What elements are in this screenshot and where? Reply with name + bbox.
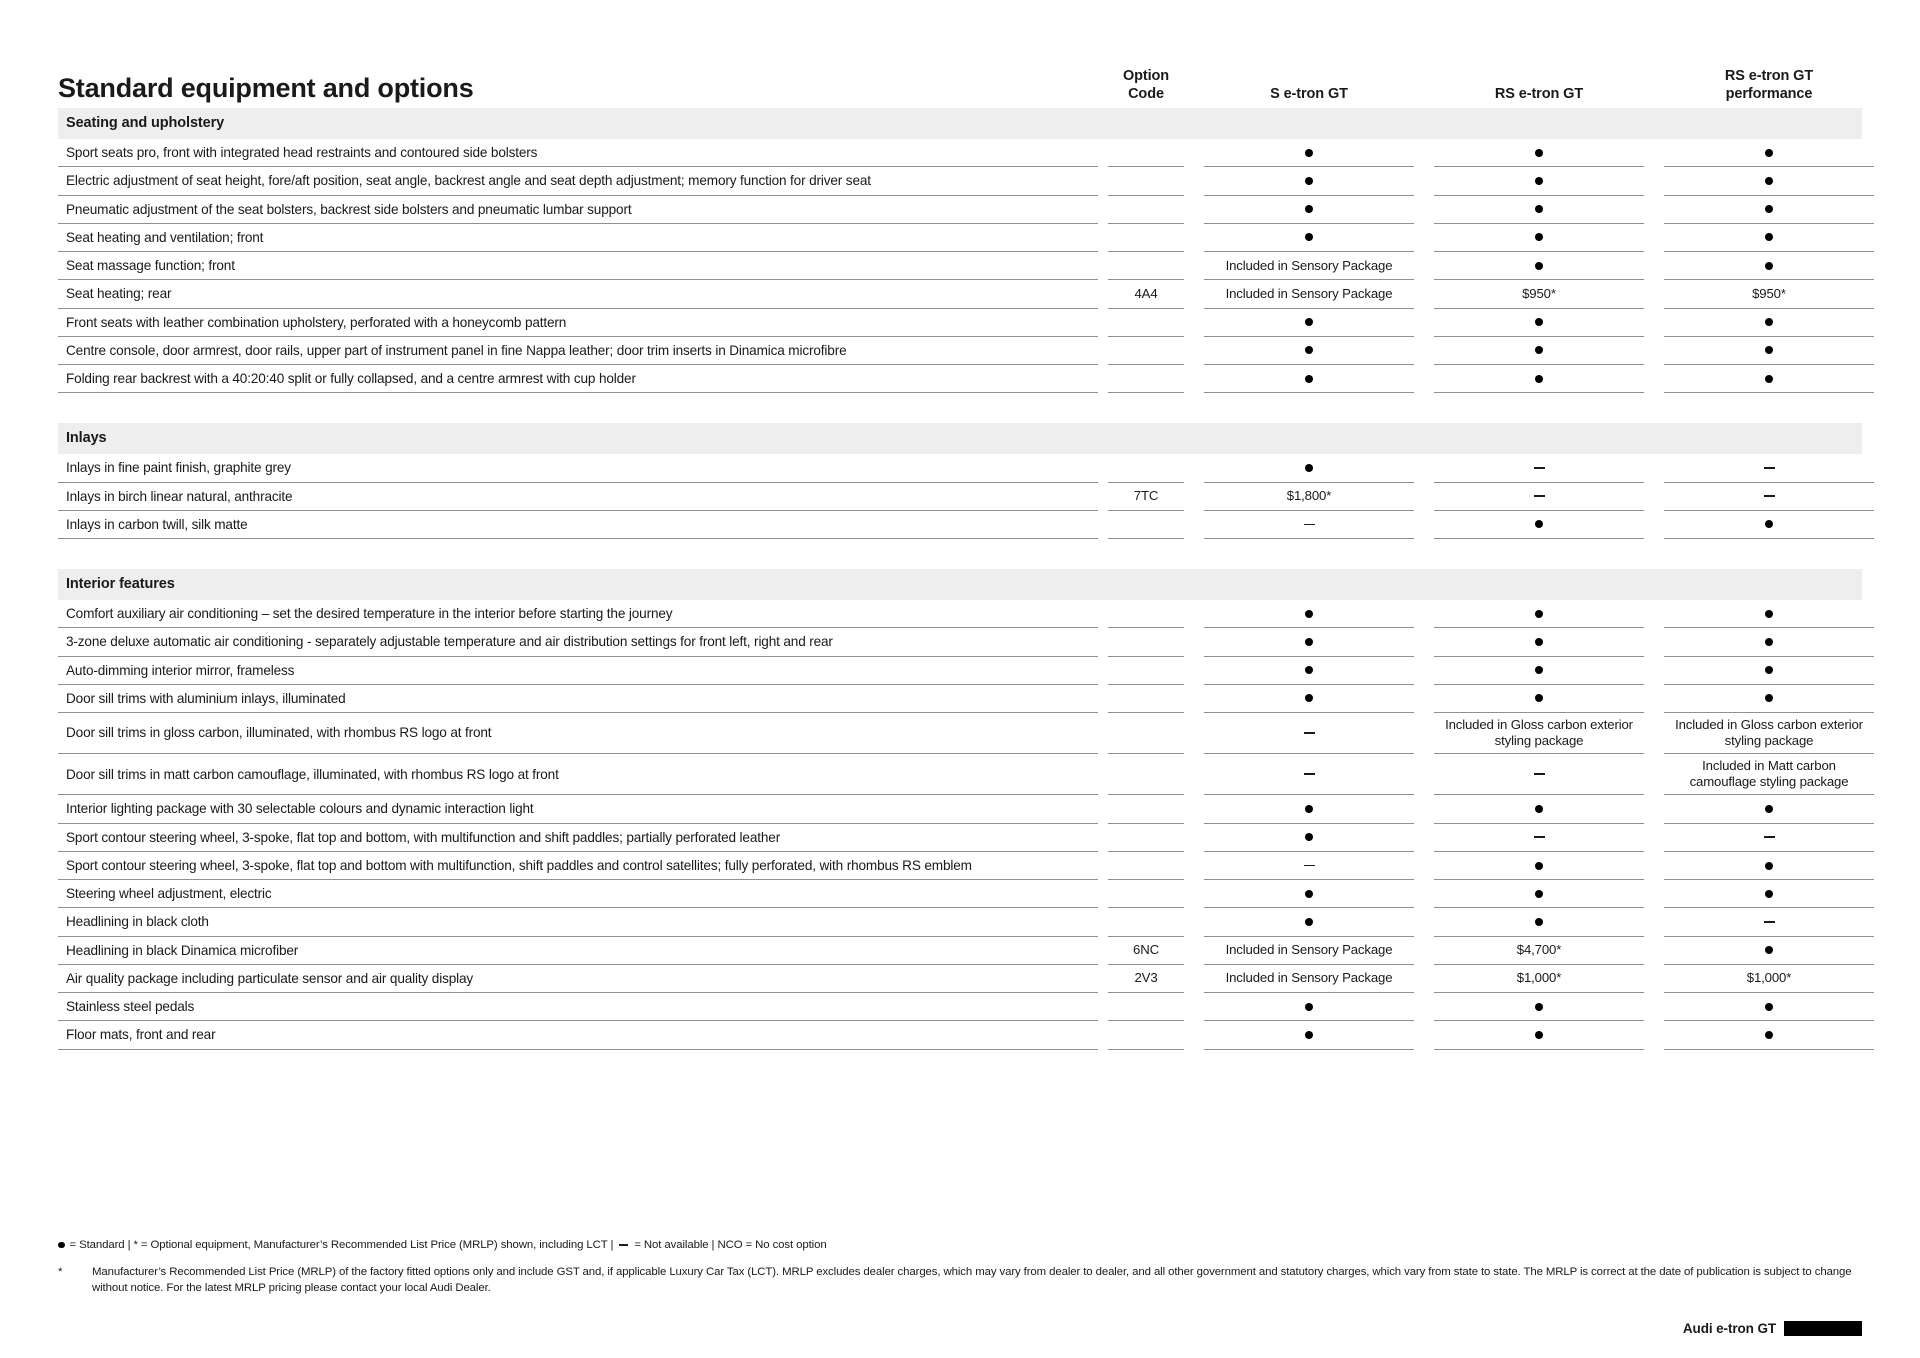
table-row [58, 657, 1862, 685]
feature-label: Auto-dimming interior mirror, frameless [58, 657, 1098, 685]
option-code-cell [1108, 628, 1184, 656]
cell-value-text: Included in Sensory Package [1225, 257, 1393, 273]
value-cell-rs-etron-gt-performance [1664, 993, 1874, 1021]
table-row [58, 483, 1862, 511]
feature-label: Door sill trims with aluminium inlays, illuminated [58, 685, 1098, 713]
feature-label: Air quality package including particulate sensor and air quality display [58, 965, 1098, 993]
table-row [58, 280, 1862, 308]
value-cell-s-etron-gt [1204, 993, 1414, 1021]
standard-dot-icon [1765, 666, 1773, 674]
not-available-dash-icon [1304, 732, 1315, 734]
standard-dot-icon [1765, 946, 1773, 954]
standard-dot-icon [1305, 694, 1313, 702]
section-spacer [58, 393, 1862, 423]
standard-dot-icon [1305, 890, 1313, 898]
value-cell-rs-etron-gt-performance [1664, 795, 1874, 823]
value-cell-rs-etron-gt [1434, 600, 1644, 628]
cell-value-text: $950* [1522, 285, 1556, 301]
not-available-dash-icon [1764, 921, 1775, 923]
value-cell-rs-etron-gt-performance [1664, 908, 1874, 936]
value-cell-rs-etron-gt [1434, 196, 1644, 224]
value-cell-s-etron-gt [1204, 754, 1414, 795]
value-cell-rs-etron-gt [1434, 139, 1644, 167]
table-row [58, 852, 1862, 880]
value-cell-rs-etron-gt-performance [1664, 139, 1874, 167]
not-available-dash-icon [1304, 524, 1315, 526]
value-cell-rs-etron-gt-performance [1664, 937, 1874, 965]
value-cell-rs-etron-gt-performance [1664, 685, 1874, 713]
value-cell-s-etron-gt [1204, 224, 1414, 252]
brand-block-mark [1784, 1321, 1862, 1336]
value-cell-rs-etron-gt [1434, 309, 1644, 337]
standard-dot-icon [1305, 1031, 1313, 1039]
value-cell-s-etron-gt [1204, 511, 1414, 539]
standard-dot-icon [1305, 233, 1313, 241]
feature-label: Pneumatic adjustment of the seat bolsters, backrest side bolsters and pneumatic lumbar support [58, 196, 1098, 224]
standard-dot-icon [1765, 149, 1773, 157]
option-code-cell [1108, 685, 1184, 713]
option-code-cell [1108, 511, 1184, 539]
value-cell-s-etron-gt [1204, 365, 1414, 393]
value-cell-rs-etron-gt-performance [1664, 337, 1874, 365]
feature-label: Door sill trims in gloss carbon, illuminated, with rhombus RS logo at front [58, 713, 1098, 754]
standard-dot-icon [1305, 805, 1313, 813]
standard-dot-icon [1305, 918, 1313, 926]
table-row [58, 337, 1862, 365]
feature-label: Sport contour steering wheel, 3-spoke, flat top and bottom, with multifunction and shift paddles; partially perforated leather [58, 824, 1098, 852]
value-cell-rs-etron-gt [1434, 280, 1644, 308]
value-cell-s-etron-gt [1204, 280, 1414, 308]
value-cell-s-etron-gt [1204, 139, 1414, 167]
value-cell-rs-etron-gt-performance [1664, 657, 1874, 685]
value-cell-rs-etron-gt [1434, 993, 1644, 1021]
option-code-cell [1108, 196, 1184, 224]
value-cell-rs-etron-gt-performance [1664, 824, 1874, 852]
standard-dot-icon [1305, 205, 1313, 213]
feature-label: Inlays in carbon twill, silk matte [58, 511, 1098, 539]
value-cell-rs-etron-gt-performance [1664, 754, 1874, 795]
value-cell-s-etron-gt [1204, 454, 1414, 482]
value-cell-rs-etron-gt [1434, 1021, 1644, 1049]
value-cell-rs-etron-gt [1434, 483, 1644, 511]
feature-label: Headlining in black cloth [58, 908, 1098, 936]
standard-dot-icon [1765, 520, 1773, 528]
feature-label: Sport seats pro, front with integrated head restraints and contoured side bolsters [58, 139, 1098, 167]
feature-label: Floor mats, front and rear [58, 1021, 1098, 1049]
value-cell-s-etron-gt [1204, 252, 1414, 280]
value-cell-rs-etron-gt-performance [1664, 309, 1874, 337]
standard-dot-icon [1305, 375, 1313, 383]
standard-dot-icon [1535, 346, 1543, 354]
standard-dot-icon [1765, 610, 1773, 618]
brand-bar [58, 1321, 1862, 1336]
standard-dot-icon [1305, 149, 1313, 157]
value-cell-rs-etron-gt [1434, 224, 1644, 252]
option-code-cell [1108, 852, 1184, 880]
value-cell-s-etron-gt [1204, 1021, 1414, 1049]
option-code-cell [1108, 880, 1184, 908]
table-row [58, 824, 1862, 852]
feature-label: Seat heating; rear [58, 280, 1098, 308]
value-cell-rs-etron-gt [1434, 685, 1644, 713]
standard-dot-icon [1765, 346, 1773, 354]
standard-dot-icon [1535, 1003, 1543, 1011]
column-header-rs-etron-gt: RS e-tron GT [1494, 86, 1584, 103]
standard-dot-icon [1535, 638, 1543, 646]
column-header-option-code [1098, 67, 1194, 104]
footnote-text: Manufacturer’s Recommended List Price (MRLP) of the factory fitted options only and include GST and, if applicable Luxury Car Tax (LCT). MRLP excludes dealer charges, which may vary from dealer to dealer, and all other government and statutory charges, which vary from state to state. The MRLP is correct at the date of publication is subject to change without notice. For the latest MRLP pricing please contact your local Audi Dealer. [92, 1265, 1852, 1295]
not-available-dash-icon [1534, 467, 1545, 469]
feature-label: Folding rear backrest with a 40:20:40 split or fully collapsed, and a centre armrest with cup holder [58, 365, 1098, 393]
option-code-cell [1108, 454, 1184, 482]
cell-value-text: $1,000* [1746, 970, 1792, 986]
standard-dot-icon [1535, 375, 1543, 383]
value-cell-rs-etron-gt [1434, 824, 1644, 852]
cell-value-text: $4,700* [1516, 942, 1562, 958]
standard-dot-icon [1535, 805, 1543, 813]
option-code-cell [1108, 280, 1184, 308]
feature-label: Centre console, door armrest, door rails, upper part of instrument panel in fine Nappa leather; door trim inserts in Dinamica microfibre [58, 337, 1098, 365]
standard-dot-icon [1535, 1031, 1543, 1039]
table-row [58, 908, 1862, 936]
value-cell-s-etron-gt [1204, 309, 1414, 337]
value-cell-rs-etron-gt [1434, 937, 1644, 965]
cell-value-text: Included in Gloss carbon exterior styling package [1445, 717, 1633, 749]
feature-label: Inlays in birch linear natural, anthracite [58, 483, 1098, 511]
value-cell-rs-etron-gt [1434, 454, 1644, 482]
table-row [58, 600, 1862, 628]
option-code-cell [1108, 224, 1184, 252]
standard-dot-icon [1765, 638, 1773, 646]
not-available-dash-icon [1534, 836, 1545, 838]
not-available-dash-icon [619, 1244, 628, 1245]
value-cell-s-etron-gt [1204, 824, 1414, 852]
value-cell-rs-etron-gt [1434, 628, 1644, 656]
table-row [58, 965, 1862, 993]
option-code-cell [1108, 600, 1184, 628]
legend-not-available-text: = Not available | NCO = No cost option [634, 1238, 827, 1251]
standard-dot-icon [1765, 1003, 1773, 1011]
feature-label: Front seats with leather combination upholstery, perforated with a honeycomb pattern [58, 309, 1098, 337]
option-code-cell [1108, 252, 1184, 280]
standard-dot-icon [1305, 177, 1313, 185]
table-row [58, 167, 1862, 195]
table-row [58, 880, 1862, 908]
not-available-dash-icon [1764, 836, 1775, 838]
section-heading: Interior features [58, 569, 1862, 600]
standard-dot-icon [1535, 666, 1543, 674]
table-row [58, 365, 1862, 393]
standard-dot-icon [1535, 262, 1543, 270]
option-code-cell [1108, 657, 1184, 685]
value-cell-s-etron-gt [1204, 795, 1414, 823]
cell-value-text: 6NC [1133, 942, 1159, 958]
standard-dot-icon [1535, 694, 1543, 702]
cell-value-text: $1,800* [1286, 488, 1332, 504]
feature-label: Inlays in fine paint finish, graphite grey [58, 454, 1098, 482]
table-row [58, 454, 1862, 482]
feature-label: Seat heating and ventilation; front [58, 224, 1098, 252]
column-header-s-etron-gt: S e-tron GT [1270, 86, 1348, 103]
standard-dot-icon [1305, 610, 1313, 618]
equipment-options-table [58, 108, 1862, 1050]
value-cell-rs-etron-gt-performance [1664, 511, 1874, 539]
standard-dot-icon [1765, 375, 1773, 383]
rs-performance-line-1: RS e-tron GT [1724, 67, 1814, 84]
standard-dot-icon [58, 1242, 65, 1249]
standard-dot-icon [1765, 1031, 1773, 1039]
value-cell-rs-etron-gt [1434, 252, 1644, 280]
cell-value-text: Included in Gloss carbon exterior styling package [1675, 717, 1863, 749]
standard-dot-icon [1765, 694, 1773, 702]
value-cell-s-etron-gt [1204, 908, 1414, 936]
page-title: Standard equipment and options [58, 73, 474, 104]
value-cell-rs-etron-gt-performance [1664, 880, 1874, 908]
value-cell-rs-etron-gt [1434, 880, 1644, 908]
section-heading: Seating and upholstery [58, 108, 1862, 139]
brand-label: Audi e-tron GT [1682, 1321, 1776, 1336]
standard-dot-icon [1535, 233, 1543, 241]
value-cell-rs-etron-gt-performance [1664, 713, 1874, 754]
value-cell-s-etron-gt [1204, 167, 1414, 195]
value-cell-s-etron-gt [1204, 196, 1414, 224]
mrlp-footnote [58, 1264, 1862, 1297]
table-row [58, 196, 1862, 224]
column-header-rs-etron-gt-performance [1654, 67, 1884, 104]
cell-value-text: 4A4 [1134, 285, 1158, 301]
option-code-line-2: Code [1128, 86, 1164, 103]
option-code-cell [1108, 139, 1184, 167]
document-header [58, 0, 1862, 108]
cell-value-text: Included in Matt carbon camouflage styling package [1689, 758, 1849, 790]
value-cell-s-etron-gt [1204, 880, 1414, 908]
feature-label: Steering wheel adjustment, electric [58, 880, 1098, 908]
feature-label: Seat massage function; front [58, 252, 1098, 280]
option-code-cell [1108, 824, 1184, 852]
table-row [58, 937, 1862, 965]
standard-dot-icon [1535, 520, 1543, 528]
value-cell-rs-etron-gt [1434, 337, 1644, 365]
table-row [58, 252, 1862, 280]
column-header-row [1098, 67, 1884, 108]
feature-label: Electric adjustment of seat height, fore/aft position, seat angle, backrest angle and seat depth adjustment; memory function for driver seat [58, 167, 1098, 195]
option-code-cell [1108, 795, 1184, 823]
standard-dot-icon [1305, 638, 1313, 646]
value-cell-rs-etron-gt-performance [1664, 483, 1874, 511]
standard-dot-icon [1765, 205, 1773, 213]
table-row [58, 1021, 1862, 1049]
standard-dot-icon [1765, 233, 1773, 241]
option-code-cell [1108, 1021, 1184, 1049]
standard-dot-icon [1535, 890, 1543, 898]
standard-dot-icon [1535, 318, 1543, 326]
value-cell-rs-etron-gt [1434, 908, 1644, 936]
value-cell-rs-etron-gt-performance [1664, 280, 1874, 308]
rs-performance-line-2: performance [1725, 86, 1813, 103]
value-cell-s-etron-gt [1204, 713, 1414, 754]
section-spacer [58, 539, 1862, 569]
option-code-line-1: Option [1122, 67, 1170, 84]
legend-standard-text: = Standard | * = Optional equipment, Manufacturer’s Recommended List Price (MRLP) shown, including LCT | [69, 1238, 614, 1251]
footnote-star-marker: * [58, 1265, 63, 1278]
feature-label: Sport contour steering wheel, 3-spoke, flat top and bottom with multifunction, shift paddles and control satellites; fully perforated, with rhombus RS emblem [58, 852, 1098, 880]
standard-dot-icon [1535, 918, 1543, 926]
feature-label: Headlining in black Dinamica microfiber [58, 937, 1098, 965]
value-cell-rs-etron-gt [1434, 965, 1644, 993]
table-row [58, 139, 1862, 167]
not-available-dash-icon [1534, 773, 1545, 775]
feature-label: Stainless steel pedals [58, 993, 1098, 1021]
standard-dot-icon [1305, 833, 1313, 841]
option-code-cell [1108, 483, 1184, 511]
value-cell-rs-etron-gt [1434, 365, 1644, 393]
cell-value-text: $950* [1752, 285, 1786, 301]
option-code-cell [1108, 337, 1184, 365]
value-cell-s-etron-gt [1204, 337, 1414, 365]
table-row [58, 511, 1862, 539]
option-code-cell [1108, 937, 1184, 965]
standard-dot-icon [1535, 862, 1543, 870]
table-row [58, 628, 1862, 656]
table-row [58, 795, 1862, 823]
feature-label: Comfort auxiliary air conditioning – set the desired temperature in the interior before starting the journey [58, 600, 1098, 628]
standard-dot-icon [1305, 318, 1313, 326]
value-cell-rs-etron-gt [1434, 511, 1644, 539]
standard-dot-icon [1765, 318, 1773, 326]
cell-value-text: Included in Sensory Package [1225, 285, 1393, 301]
table-row [58, 685, 1862, 713]
standard-dot-icon [1305, 464, 1313, 472]
standard-dot-icon [1535, 149, 1543, 157]
table-row [58, 309, 1862, 337]
not-available-dash-icon [1534, 495, 1545, 497]
option-code-cell [1108, 965, 1184, 993]
value-cell-rs-etron-gt-performance [1664, 852, 1874, 880]
value-cell-rs-etron-gt-performance [1664, 628, 1874, 656]
standard-dot-icon [1765, 262, 1773, 270]
value-cell-rs-etron-gt [1434, 167, 1644, 195]
value-cell-rs-etron-gt-performance [1664, 252, 1874, 280]
option-code-cell [1108, 993, 1184, 1021]
value-cell-rs-etron-gt [1434, 657, 1644, 685]
cell-value-text: 2V3 [1134, 970, 1158, 986]
feature-label: Interior lighting package with 30 selectable colours and dynamic interaction light [58, 795, 1098, 823]
standard-dot-icon [1305, 666, 1313, 674]
cell-value-text: Included in Sensory Package [1225, 970, 1393, 986]
value-cell-s-etron-gt [1204, 483, 1414, 511]
standard-dot-icon [1535, 610, 1543, 618]
feature-label: Door sill trims in matt carbon camouflage, illuminated, with rhombus RS logo at front [58, 754, 1098, 795]
value-cell-s-etron-gt [1204, 657, 1414, 685]
table-row [58, 993, 1862, 1021]
value-cell-rs-etron-gt-performance [1664, 1021, 1874, 1049]
option-code-cell [1108, 908, 1184, 936]
option-code-cell [1108, 309, 1184, 337]
value-cell-rs-etron-gt [1434, 713, 1644, 754]
standard-dot-icon [1765, 890, 1773, 898]
value-cell-s-etron-gt [1204, 965, 1414, 993]
not-available-dash-icon [1304, 865, 1315, 867]
standard-dot-icon [1765, 862, 1773, 870]
table-row [58, 224, 1862, 252]
value-cell-s-etron-gt [1204, 852, 1414, 880]
section-heading: Inlays [58, 423, 1862, 454]
footer [58, 1239, 1862, 1336]
feature-label: 3-zone deluxe automatic air conditioning - separately adjustable temperature and air distribution settings for front left, right and rear [58, 628, 1098, 656]
standard-dot-icon [1765, 805, 1773, 813]
option-code-cell [1108, 713, 1184, 754]
option-code-cell [1108, 167, 1184, 195]
cell-value-text: $1,000* [1516, 970, 1562, 986]
value-cell-rs-etron-gt [1434, 754, 1644, 795]
value-cell-rs-etron-gt [1434, 795, 1644, 823]
value-cell-rs-etron-gt-performance [1664, 365, 1874, 393]
value-cell-rs-etron-gt-performance [1664, 965, 1874, 993]
value-cell-s-etron-gt [1204, 600, 1414, 628]
value-cell-rs-etron-gt-performance [1664, 600, 1874, 628]
value-cell-rs-etron-gt-performance [1664, 196, 1874, 224]
table-row [58, 713, 1862, 754]
value-cell-s-etron-gt [1204, 937, 1414, 965]
standard-dot-icon [1765, 177, 1773, 185]
option-code-cell [1108, 365, 1184, 393]
value-cell-rs-etron-gt-performance [1664, 454, 1874, 482]
option-code-cell [1108, 754, 1184, 795]
standard-dot-icon [1305, 1003, 1313, 1011]
value-cell-rs-etron-gt [1434, 852, 1644, 880]
table-row [58, 754, 1862, 795]
not-available-dash-icon [1304, 773, 1315, 775]
legend-line [58, 1239, 1862, 1251]
standard-dot-icon [1305, 346, 1313, 354]
standard-dot-icon [1535, 205, 1543, 213]
value-cell-s-etron-gt [1204, 685, 1414, 713]
standard-dot-icon [1535, 177, 1543, 185]
not-available-dash-icon [1764, 467, 1775, 469]
value-cell-rs-etron-gt-performance [1664, 167, 1874, 195]
not-available-dash-icon [1764, 495, 1775, 497]
cell-value-text: 7TC [1133, 488, 1159, 504]
value-cell-s-etron-gt [1204, 628, 1414, 656]
cell-value-text: Included in Sensory Package [1225, 942, 1393, 958]
value-cell-rs-etron-gt-performance [1664, 224, 1874, 252]
